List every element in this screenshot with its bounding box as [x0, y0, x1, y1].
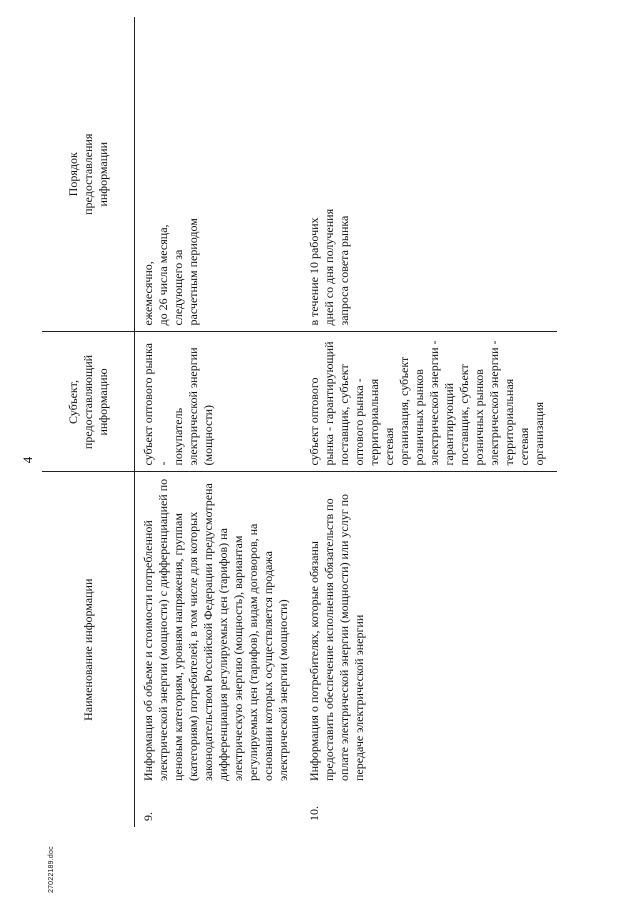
row-order: в течение 10 рабочих дней со дня получения запроса совета рынка	[307, 208, 351, 326]
page-number: 4	[20, 456, 35, 464]
table-row	[301, 17, 557, 827]
row-subject: субъект оптового рынка - гарантирующий поставщик, субъект оптового рынка - территориальная сетевая организация, субъект розничных рынков электрической энергии - гарантирующий поставщик, субъект розничных рынков электрической энергии - территориальная сетевая организация	[301, 332, 557, 472]
table-header-row	[42, 17, 135, 827]
header-name: Наименование информации	[42, 472, 135, 827]
row-order-cell	[135, 17, 302, 332]
row-subject: субъект оптового рынка - покупатель электрической энергии (мощности)	[135, 332, 302, 472]
header-order: Порядок предоставления информации	[42, 17, 135, 332]
table-row	[135, 17, 302, 827]
row-name: Информация о потребителях, которые обязаны предоставить обеспечение исполнения обязательств по оплате электрической энергии (мощности) или услуг по передаче электрической энергии	[307, 493, 366, 781]
header-subject: Субъект, предоставляющий информацию	[42, 332, 135, 472]
row-number: 10.	[307, 806, 321, 821]
row-order-cell	[301, 17, 557, 332]
row-name: Информация об объеме и стоимости потребленной электрической энергии (мощности) с дифференциацией по ценовым категориям, уровням напряжения, группам (категориям) потребителей, в том числе для которых законодательством Российской Федерации предусмотрена дифференциация регулируемых цен (тарифов) на электрическую энергию (мощность), вариантам регулируемых цен (тарифов), видам договоров, на основании которых осуществляется продажа электрической энергии (мощности)	[141, 478, 290, 781]
information-table	[42, 17, 557, 827]
row-number: 9.	[141, 812, 155, 821]
document-id: 27022189.doc	[48, 846, 55, 893]
row-order: ежемесячно, до 26 числа месяца, следующего за расчетным периодом	[141, 218, 200, 326]
